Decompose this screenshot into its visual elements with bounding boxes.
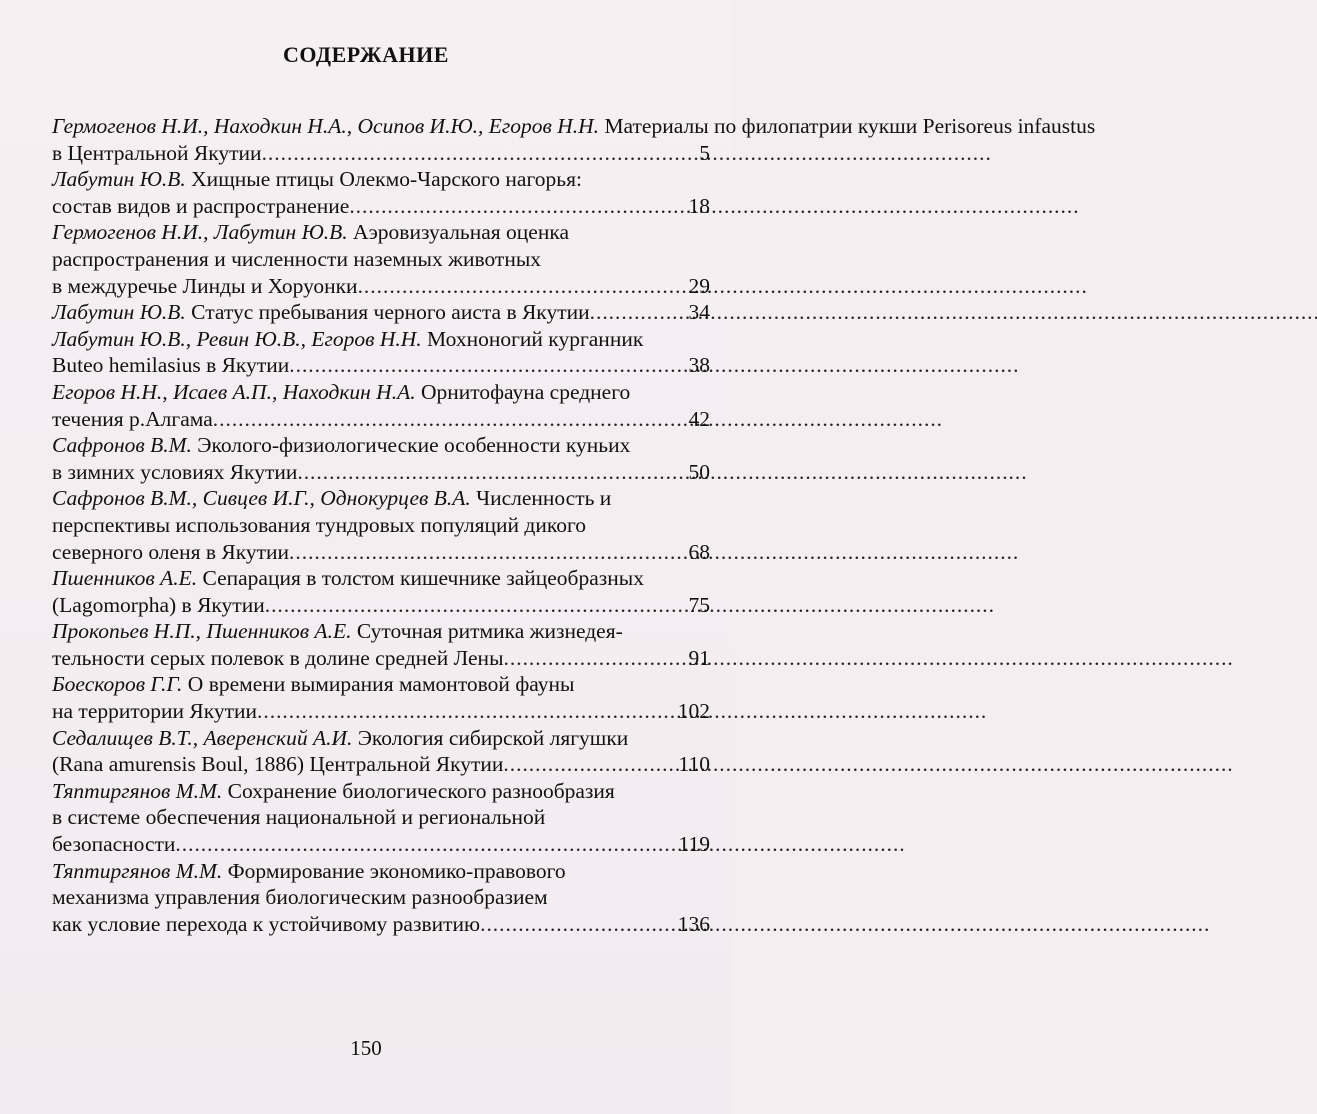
toc-entry-title-text: Аэровизуальная оценка xyxy=(353,220,570,245)
toc-entry-authors: Пшенников А.Е. xyxy=(52,566,198,591)
table-of-contents xyxy=(52,113,1096,937)
toc-entry xyxy=(52,778,710,858)
toc-entry-authors: Лабутин Ю.В. xyxy=(52,300,186,325)
toc-entry-text xyxy=(52,698,257,725)
toc-entry-last-line xyxy=(52,751,710,778)
toc-page-number: 38 xyxy=(688,353,710,378)
toc-entry-title-text: (Lagomorpha) в Якутии xyxy=(52,592,265,617)
toc-page-number: 75 xyxy=(688,592,710,617)
toc-entry-authors: Седалищев В.Т., Аверенский А.И. xyxy=(52,725,353,750)
toc-entry xyxy=(52,671,710,724)
toc-entry-title-text: как условие перехода к устойчивому развитию xyxy=(52,911,481,936)
toc-entry-line xyxy=(52,565,710,592)
toc-entry-title-text: в системе обеспечения национальной и региональной xyxy=(52,805,546,830)
toc-entry-title-text: Орнитофауна среднего xyxy=(420,379,631,404)
toc-entry-line xyxy=(52,804,710,831)
toc-entry-title-text: состав видов и распространение xyxy=(52,193,350,218)
toc-entry-line xyxy=(52,432,710,459)
toc-entry-text xyxy=(52,406,213,433)
toc-entry-authors: Прокопьев Н.П., Пшенников А.Е. xyxy=(52,619,352,644)
toc-entry-authors: Боескоров Г.Г. xyxy=(52,672,183,697)
toc-entry-authors: Лабутин Ю.В. xyxy=(52,167,186,192)
toc-entry-line xyxy=(52,485,710,512)
toc-entry-title-text: распространения и численности наземных животных xyxy=(52,246,542,271)
toc-page-number: 102 xyxy=(677,699,710,724)
toc-entry-text xyxy=(52,193,349,220)
toc-page-number: 119 xyxy=(678,832,710,857)
toc-entry-last-line xyxy=(52,406,710,433)
toc-entry-title-text: механизма управления биологическим разнообразием xyxy=(52,885,548,910)
toc-entry-title-text: перспективы использования тундровых популяций дикого xyxy=(52,512,586,537)
toc-entry-line xyxy=(52,884,710,911)
toc-entry-line xyxy=(52,778,710,805)
toc-entry-title-text: безопасности xyxy=(52,832,176,857)
toc-entry-line xyxy=(52,326,710,353)
toc-entry-text xyxy=(52,140,262,167)
toc-entry-authors: Лабутин Ю.В., Ревин Ю.В., Егоров Н.Н. xyxy=(52,326,422,351)
toc-entry-title-text: Формирование экономико-правового xyxy=(227,858,566,883)
dot-leader xyxy=(213,406,666,433)
toc-entry xyxy=(52,618,710,671)
toc-entry-title-text: тельности серых полевок в долине средней Лены xyxy=(52,645,504,670)
toc-entry-title-text: Численность и xyxy=(476,486,612,511)
toc-entry-last-line xyxy=(52,831,710,858)
toc-entry-last-line xyxy=(52,698,710,725)
dot-leader xyxy=(480,911,666,938)
toc-entry xyxy=(52,326,710,379)
toc-page-number: 18 xyxy=(688,193,710,218)
dot-leader xyxy=(590,299,666,326)
toc-page-number: 34 xyxy=(688,300,710,325)
dot-leader xyxy=(358,273,666,300)
toc-entry-last-line xyxy=(52,459,710,486)
dot-leader xyxy=(262,140,666,167)
toc-entry-text xyxy=(52,911,480,938)
toc-entry-text xyxy=(52,751,503,778)
toc-entry-text xyxy=(52,459,297,486)
toc-entry-title-text: Экология сибирской лягушки xyxy=(357,725,629,750)
toc-entry xyxy=(52,565,710,618)
toc-entry-last-line xyxy=(52,645,710,672)
toc-entry xyxy=(52,113,1096,166)
toc-entry xyxy=(52,299,710,326)
page-title: СОДЕРЖАНИЕ xyxy=(283,42,449,67)
toc-entry-text xyxy=(52,831,175,858)
toc-entry-title-text: (Rana amurensis Boul, 1886) Центральной Якутии xyxy=(52,752,504,777)
toc-entry-text xyxy=(52,273,358,300)
toc-page-number: 29 xyxy=(688,273,710,298)
dot-leader xyxy=(504,645,666,672)
toc-entry-line xyxy=(52,725,710,752)
dot-leader xyxy=(503,751,666,778)
toc-entry-authors: Гермогенов Н.И., Находкин Н.А., Осипов И.Ю., Егоров Н.Н. xyxy=(52,114,600,138)
toc-entry xyxy=(52,485,710,565)
toc-entry-title-text: О времени вымирания мамонтовой фауны xyxy=(187,672,575,697)
toc-entry xyxy=(52,858,710,938)
toc-entry-title-text: северного оленя в Якутии xyxy=(52,539,290,564)
toc-entry xyxy=(52,219,710,299)
toc-entry-title-text: Сепарация в толстом кишечнике зайцеобразных xyxy=(202,566,644,591)
toc-entry-line xyxy=(52,858,710,885)
toc-entry-last-line xyxy=(52,911,710,938)
dot-leader xyxy=(257,698,666,725)
toc-entry-line xyxy=(52,219,710,246)
toc-entry-text xyxy=(52,539,289,566)
toc-page-number: 110 xyxy=(678,752,710,777)
dot-leader xyxy=(289,539,666,566)
toc-entry-last-line xyxy=(52,352,710,379)
toc-entry-text xyxy=(52,645,504,672)
toc-entry-line xyxy=(52,379,710,406)
toc-page-number: 68 xyxy=(688,539,710,564)
toc-entry-title-text: Суточная ритмика жизнедея- xyxy=(356,619,623,644)
toc-entry-last-line xyxy=(52,140,710,167)
toc-page-number: 50 xyxy=(688,459,710,484)
toc-entry-title-text: в зимних условиях Якутии xyxy=(52,459,298,484)
toc-entry-title-text: Мохноногий курганник xyxy=(427,326,644,351)
toc-entry-text xyxy=(52,352,289,379)
dot-leader xyxy=(265,592,666,619)
toc-entry-title-text: Эколого-физиологические особенности куньих xyxy=(197,433,631,458)
toc-entry-line xyxy=(52,246,710,273)
toc-entry xyxy=(52,432,710,485)
toc-entry-title-text: течения р.Алгама xyxy=(52,406,213,431)
toc-entry-last-line xyxy=(52,273,710,300)
toc-entry-authors: Гермогенов Н.И., Лабутин Ю.В. xyxy=(52,220,348,245)
toc-entry-line xyxy=(52,618,710,645)
toc-entry-line xyxy=(52,671,710,698)
toc-entry-last-line xyxy=(52,539,710,566)
toc-page-number: 5 xyxy=(699,140,710,165)
toc-entry-last-line xyxy=(52,592,710,619)
toc-entry-title-text: в междуречье Линды и Хоруонки xyxy=(52,273,358,298)
toc-page-number: 42 xyxy=(688,406,710,431)
toc-entry xyxy=(52,379,710,432)
toc-entry-text xyxy=(52,592,265,619)
toc-entry-authors: Тяптиргянов М.М. xyxy=(52,858,223,883)
toc-entry-title-text: в Центральной Якутии xyxy=(52,140,262,165)
toc-entry-title-text: Статус пребывания черного аиста в Якутии xyxy=(191,300,590,325)
toc-entry-text xyxy=(52,299,590,326)
toc-entry-authors: Егоров Н.Н., Исаев А.П., Находкин Н.А. xyxy=(52,379,416,404)
toc-entry-authors: Тяптиргянов М.М. xyxy=(52,778,223,803)
toc-entry xyxy=(52,725,710,778)
toc-entry-title-text: Сохранение биологического разнообразия xyxy=(227,778,615,803)
toc-page-number: 136 xyxy=(677,911,710,936)
toc-entry-title-text: Хищные птицы Олекмо-Чарского нагорья: xyxy=(191,167,582,192)
dot-leader xyxy=(297,459,666,486)
dot-leader xyxy=(349,193,666,220)
toc-entry-title-text: на территории Якутии xyxy=(52,699,258,724)
toc-entry-title-text: Материалы по филопатрии кукши Perisoreus infaustus xyxy=(604,114,1096,138)
toc-entry-last-line xyxy=(52,193,710,220)
toc-page-number: 91 xyxy=(688,645,710,670)
toc-entry-line xyxy=(52,166,710,193)
dot-leader xyxy=(289,352,666,379)
toc-entry-line xyxy=(52,113,1096,140)
toc-entry-authors: Сафронов В.М. xyxy=(52,433,192,458)
page-number: 150 xyxy=(350,1036,382,1060)
dot-leader xyxy=(175,831,666,858)
toc-entry xyxy=(52,166,710,219)
toc-entry-title-text: Buteo hemilasius в Якутии xyxy=(52,353,290,378)
toc-entry-line xyxy=(52,512,710,539)
toc-entry-last-line xyxy=(52,299,710,326)
toc-entry-authors: Сафронов В.М., Сивцев И.Г., Однокурцев В.А. xyxy=(52,486,471,511)
